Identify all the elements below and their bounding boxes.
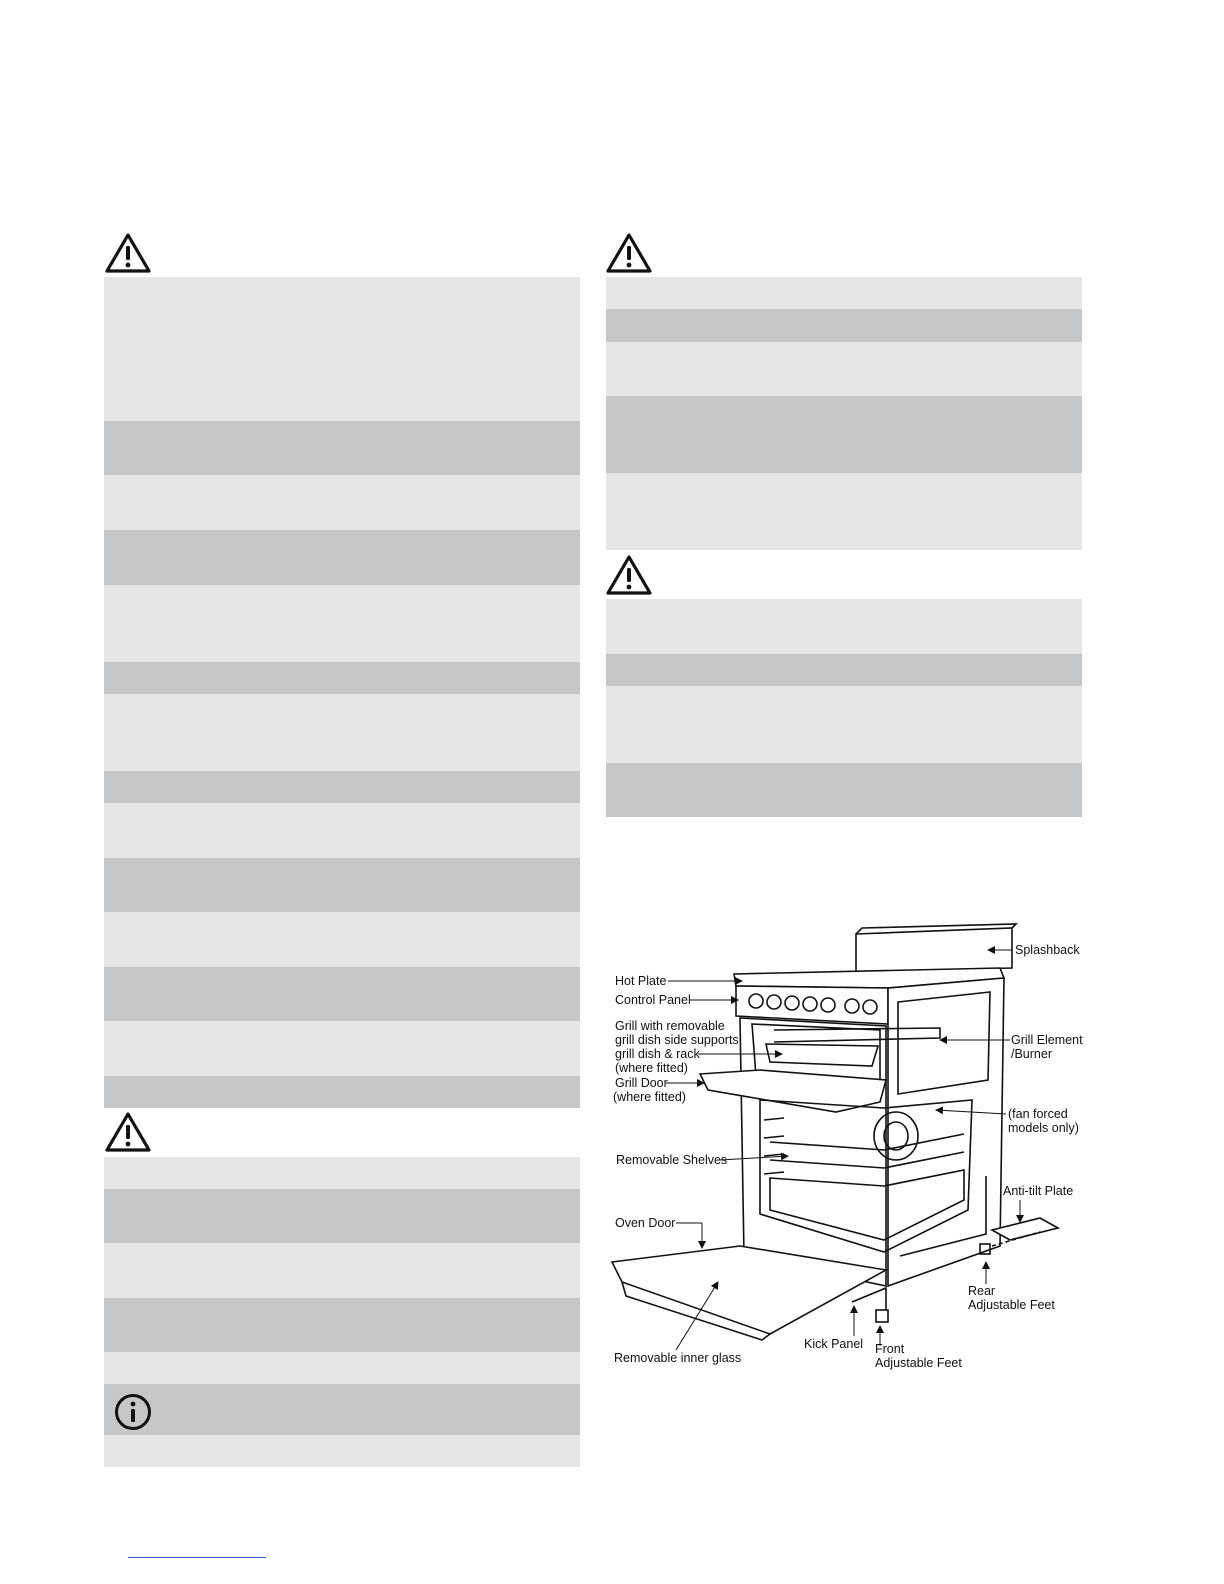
oven-illustration bbox=[612, 924, 1058, 1340]
label-removable-inner-glass: Removable inner glass bbox=[614, 1351, 742, 1365]
info-band bbox=[104, 803, 580, 858]
label-grill-removable-2: grill dish side supports, bbox=[615, 1033, 743, 1047]
label-grill-removable-4: (where fitted) bbox=[615, 1061, 688, 1075]
label-fan-forced-2: models only) bbox=[1008, 1121, 1079, 1135]
info-band bbox=[606, 277, 1082, 309]
info-band bbox=[104, 421, 580, 475]
info-band bbox=[104, 277, 580, 421]
warning-icon bbox=[605, 232, 653, 274]
label-control-panel: Control Panel bbox=[615, 993, 691, 1007]
info-band bbox=[606, 473, 1082, 550]
info-band bbox=[606, 342, 1082, 396]
info-band bbox=[104, 1298, 580, 1352]
label-fan-forced-1: (fan forced bbox=[1008, 1107, 1068, 1121]
warning-icon bbox=[605, 554, 653, 596]
info-band bbox=[104, 967, 580, 1021]
info-band bbox=[606, 763, 1082, 817]
info-band bbox=[104, 1021, 580, 1076]
label-grill-door-1: Grill Door bbox=[615, 1076, 668, 1090]
label-front-feet-2: Adjustable Feet bbox=[875, 1356, 962, 1370]
info-band bbox=[104, 1384, 580, 1435]
info-band bbox=[104, 1435, 580, 1467]
footer-link-underline bbox=[128, 1557, 266, 1558]
info-band bbox=[606, 396, 1082, 473]
label-grill-element-2: /Burner bbox=[1011, 1047, 1052, 1061]
label-rear-feet-2: Adjustable Feet bbox=[968, 1298, 1055, 1312]
info-band bbox=[104, 694, 580, 771]
info-band bbox=[606, 309, 1082, 342]
warning-icon bbox=[104, 1111, 152, 1153]
info-band bbox=[104, 1352, 580, 1384]
info-band bbox=[606, 686, 1082, 763]
info-band bbox=[104, 1189, 580, 1243]
info-icon bbox=[114, 1393, 152, 1431]
label-grill-removable-1: Grill with removable bbox=[615, 1019, 725, 1033]
label-grill-door-2: (where fitted) bbox=[613, 1090, 686, 1104]
info-band bbox=[104, 912, 580, 967]
info-band bbox=[104, 585, 580, 662]
label-oven-door: Oven Door bbox=[615, 1216, 676, 1230]
label-removable-shelves: Removable Shelves bbox=[616, 1153, 728, 1167]
label-hot-plate: Hot Plate bbox=[615, 974, 667, 988]
label-grill-element-1: Grill Element bbox=[1011, 1033, 1083, 1047]
label-splashback: Splashback bbox=[1015, 943, 1080, 957]
info-band bbox=[104, 530, 580, 585]
info-band bbox=[606, 654, 1082, 686]
label-kick-panel: Kick Panel bbox=[804, 1337, 864, 1351]
info-band bbox=[104, 858, 580, 912]
oven-diagram bbox=[606, 918, 1086, 1378]
info-band bbox=[104, 1157, 580, 1189]
info-band bbox=[104, 662, 580, 694]
label-grill-removable-3: grill dish & rack bbox=[615, 1047, 700, 1061]
info-band bbox=[104, 771, 580, 803]
label-front-feet-1: Front bbox=[875, 1342, 905, 1356]
label-rear-feet-1: Rear bbox=[968, 1284, 996, 1298]
warning-icon bbox=[104, 232, 152, 274]
info-band bbox=[606, 599, 1082, 654]
info-band bbox=[104, 1076, 580, 1108]
info-band bbox=[104, 475, 580, 530]
label-anti-tilt-plate: Anti-tilt Plate bbox=[1003, 1184, 1074, 1198]
info-band bbox=[104, 1243, 580, 1298]
